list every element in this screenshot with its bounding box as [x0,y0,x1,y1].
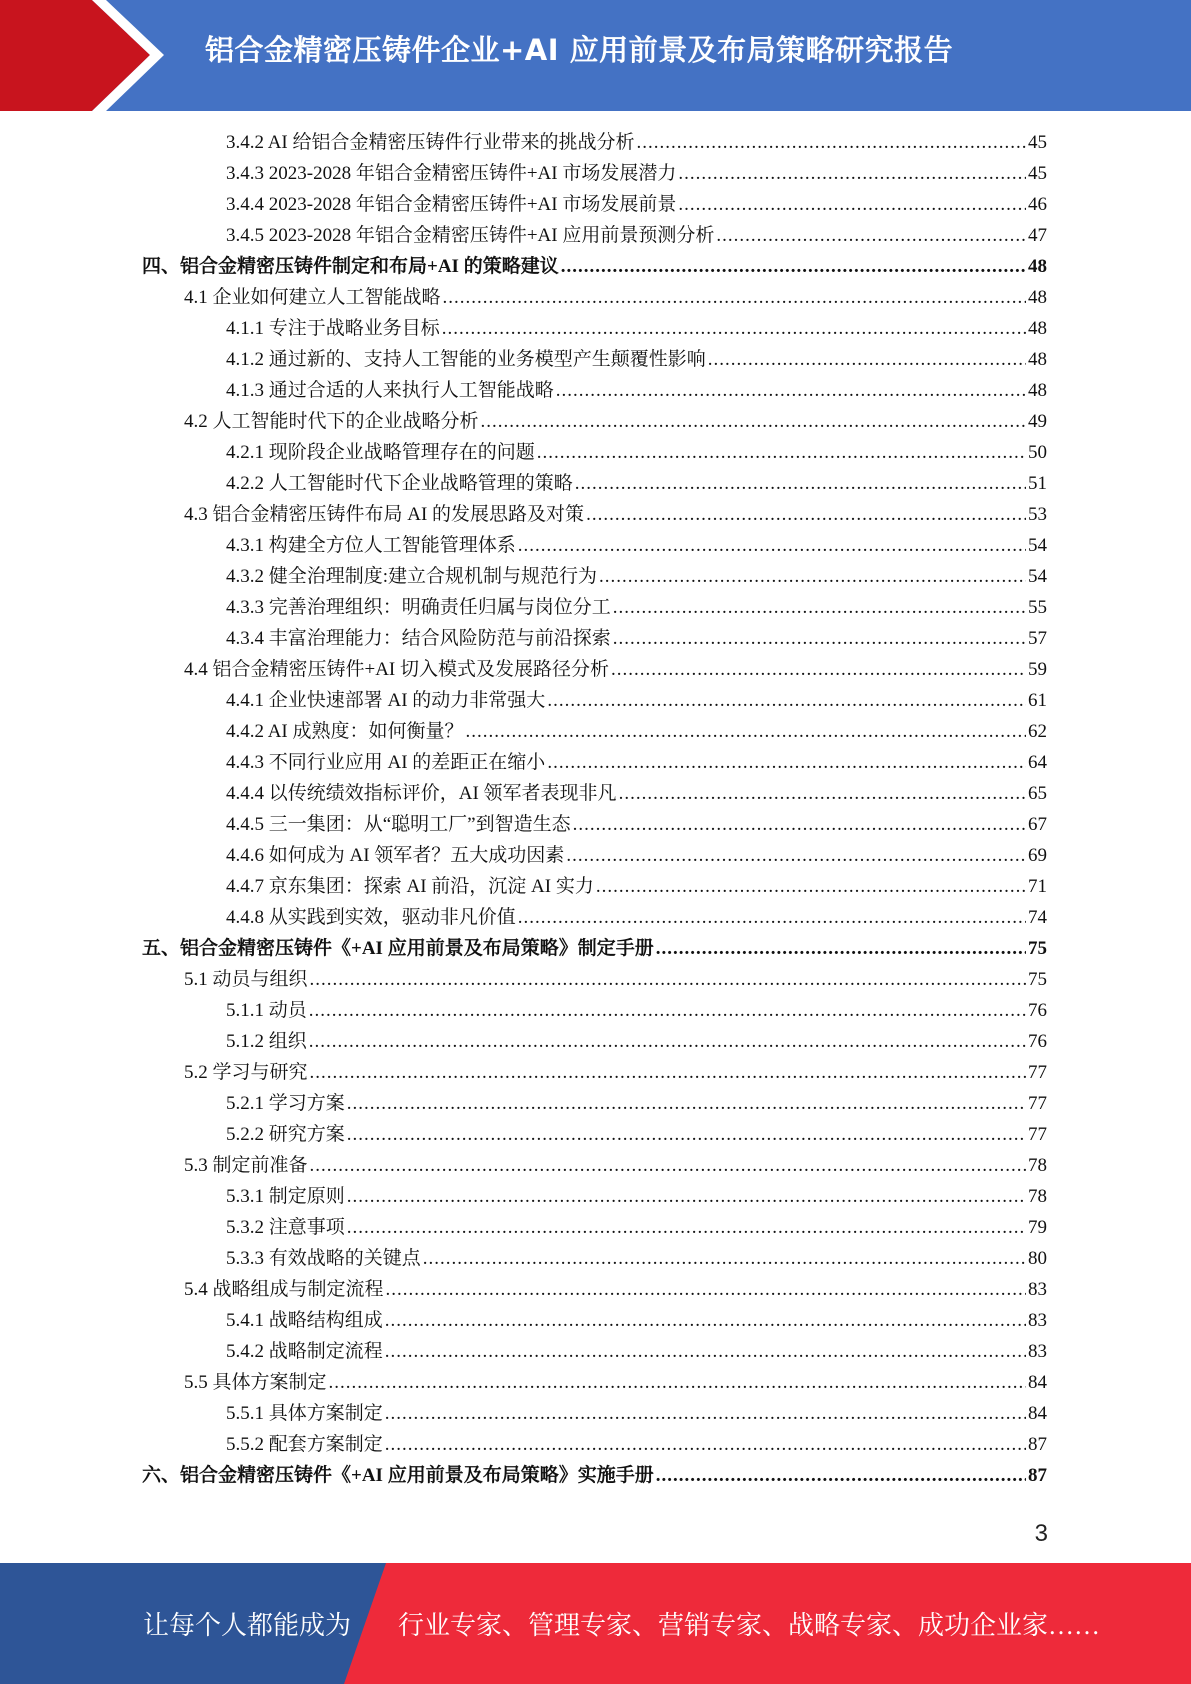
toc-entry-page: 54 [1028,566,1047,587]
toc-entry-page: 78 [1028,1155,1047,1176]
toc-dot-leader [518,530,1026,561]
toc-entry-title: 5.5 具体方案制定 [184,1372,327,1393]
toc-entry[interactable] [226,623,1047,654]
toc-entry-title: 六、铝合金精密压铸件《+AI 应用前景及布局策略》实施手册 [142,1465,654,1486]
toc-entry-page: 53 [1028,504,1047,525]
toc-entry-title: 5.4 战略组成与制定流程 [184,1279,384,1300]
toc-entry[interactable] [184,1367,1047,1398]
footer-slogan-right: 行业专家、管理专家、营销专家、战略专家、成功企业家…… [398,1611,1101,1640]
toc-entry-page: 76 [1028,1031,1047,1052]
toc-entry-title: 4.2 人工智能时代下的企业战略分析 [184,411,479,432]
toc-entry-title: 3.4.4 2023-2028 年铝合金精密压铸件+AI 市场发展前景 [226,194,677,215]
toc-dot-leader [442,313,1026,344]
toc-entry-title: 5.3.3 有效战略的关键点 [226,1248,421,1269]
toc-entry-title: 四、铝合金精密压铸件制定和布局+AI 的策略建议 [142,256,559,277]
toc-dot-leader [310,964,1026,995]
toc-dot-leader [678,158,1026,189]
toc-dot-leader [347,1088,1026,1119]
toc-entry-title: 4.3.2 健全治理制度:建立合规机制与规范行为 [226,566,598,587]
toc-entry-page: 47 [1028,225,1047,246]
toc-entry-title: 4.1.2 通过新的、支持人工智能的业务模型产生颠覆性影响 [226,349,706,370]
toc-dot-leader [310,1150,1026,1181]
toc-dot-leader [613,592,1026,623]
toc-entry-title: 4.4.5 三一集团：从“聪明工厂”到智造生态 [226,814,571,835]
toc-dot-leader [586,499,1026,530]
footer-slogan-left: 让每个人都能成为 [143,1611,352,1640]
toc-entry-title: 4.4.8 从实践到实效，驱动非凡价值 [226,907,516,928]
toc-entry-page: 77 [1028,1124,1047,1145]
toc-entry[interactable] [226,809,1047,840]
toc-entry-title: 4.4.4 以传统绩效指标评价，AI 领军者表现非凡 [226,783,617,804]
toc-entry[interactable] [226,468,1047,499]
toc-entry-page: 69 [1028,845,1047,866]
toc-dot-leader [347,1119,1026,1150]
toc-entry-page: 84 [1028,1372,1047,1393]
toc-entry[interactable] [226,1119,1047,1150]
toc-entry-page: 48 [1028,256,1047,277]
toc-entry-page: 48 [1028,318,1047,339]
toc-entry-page: 51 [1028,473,1047,494]
toc-entry[interactable] [226,1243,1047,1274]
toc-entry-page: 62 [1028,721,1047,742]
page-number: 3 [1034,1520,1048,1547]
toc-entry-title: 4.4.6 如何成为 AI 领军者？五大成功因素 [226,845,565,866]
toc-entry-title: 5.2.1 学习方案 [226,1093,345,1114]
toc-entry[interactable] [226,1429,1047,1460]
toc-entry[interactable] [184,1057,1047,1088]
toc-dot-leader [537,437,1026,468]
toc-entry-title: 5.3.2 注意事项 [226,1217,345,1238]
toc-entry[interactable] [142,251,1047,282]
toc-dot-leader [619,778,1026,809]
toc-dot-leader [708,344,1026,375]
toc-entry-page: 78 [1028,1186,1047,1207]
toc-dot-leader [518,902,1026,933]
toc-dot-leader [347,1212,1026,1243]
toc-entry-page: 50 [1028,442,1047,463]
toc-entry[interactable] [226,685,1047,716]
toc-dot-leader [566,840,1026,871]
toc-entry-title: 5.4.1 战略结构组成 [226,1310,383,1331]
toc-dot-leader [716,220,1026,251]
toc-dot-leader [613,623,1026,654]
toc-entry-title: 4.1.3 通过合适的人来执行人工智能战略 [226,380,554,401]
toc-dot-leader [386,1274,1026,1305]
toc-entry[interactable] [226,530,1047,561]
toc-entry-title: 5.2 学习与研究 [184,1062,308,1083]
toc-entry[interactable] [226,1336,1047,1367]
toc-entry-page: 57 [1028,628,1047,649]
toc-entry-title: 4.3.4 丰富治理能力：结合风险防范与前沿探索 [226,628,611,649]
toc-entry[interactable] [184,499,1047,530]
toc-entry[interactable] [184,1150,1047,1181]
toc-entry[interactable] [184,654,1047,685]
toc-entry-title: 5.4.2 战略制定流程 [226,1341,383,1362]
toc-entry[interactable] [226,127,1047,158]
toc-entry-page: 87 [1028,1465,1047,1486]
toc-entry[interactable] [226,344,1047,375]
toc-entry-title: 4.4.1 企业快速部署 AI 的动力非常强大 [226,690,546,711]
toc-entry[interactable] [226,1181,1047,1212]
toc-entry[interactable] [226,1398,1047,1429]
toc-entry[interactable] [226,902,1047,933]
toc-entry-page: 75 [1028,938,1047,959]
toc-entry-page: 55 [1028,597,1047,618]
toc-entry-title: 3.4.5 2023-2028 年铝合金精密压铸件+AI 应用前景预测分析 [226,225,715,246]
toc-entry-page: 48 [1028,380,1047,401]
toc-entry[interactable] [226,778,1047,809]
toc-dot-leader [599,561,1026,592]
toc-entry-page: 61 [1028,690,1047,711]
toc-dot-leader [309,1026,1026,1057]
toc-entry-title: 4.1.1 专注于战略业务目标 [226,318,440,339]
toc-entry-title: 4.3 铝合金精密压铸件布局 AI 的发展思路及对策 [184,504,585,525]
toc-entry[interactable] [226,189,1047,220]
toc-entry-title: 5.3 制定前准备 [184,1155,308,1176]
toc-dot-leader [547,747,1026,778]
toc-entry-page: 46 [1028,194,1047,215]
toc-entry-title: 3.4.3 2023-2028 年铝合金精密压铸件+AI 市场发展潜力 [226,163,677,184]
toc-dot-leader [466,716,1026,747]
toc-entry-title: 5.1.2 组织 [226,1031,307,1052]
toc-dot-leader [637,127,1026,158]
toc-dot-leader [656,1460,1026,1491]
toc-entry-title: 5.5.1 具体方案制定 [226,1403,383,1424]
toc-entry-title: 4.4.2 AI 成熟度：如何衡量？ [226,721,464,742]
toc-dot-leader [656,933,1026,964]
toc-dot-leader [385,1305,1026,1336]
toc-entry-title: 4.4 铝合金精密压铸件+AI 切入模式及发展路径分析 [184,659,610,680]
toc-entry[interactable] [184,1274,1047,1305]
toc-entry-page: 77 [1028,1093,1047,1114]
toc-entry-page: 76 [1028,1000,1047,1021]
toc-dot-leader [678,189,1026,220]
toc-dot-leader [556,375,1026,406]
toc-dot-leader [385,1336,1026,1367]
toc-entry-page: 67 [1028,814,1047,835]
toc-entry[interactable] [226,1212,1047,1243]
toc-entry-page: 48 [1028,349,1047,370]
toc-entry-page: 74 [1028,907,1047,928]
toc-entry-page: 83 [1028,1310,1047,1331]
toc-entry-title: 4.2.2 人工智能时代下企业战略管理的策略 [226,473,573,494]
toc-dot-leader [347,1181,1026,1212]
toc-dot-leader [596,871,1026,902]
toc-dot-leader [329,1367,1026,1398]
toc-entry[interactable] [184,406,1047,437]
toc-entry[interactable] [226,1026,1047,1057]
toc-entry[interactable] [226,716,1047,747]
toc-entry-page: 54 [1028,535,1047,556]
toc-entry[interactable] [142,933,1047,964]
toc-entry-title: 4.4.3 不同行业应用 AI 的差距正在缩小 [226,752,546,773]
page-footer [0,1563,1191,1684]
page-header [0,0,1191,111]
toc-entry[interactable] [184,964,1047,995]
toc-entry-page: 80 [1028,1248,1047,1269]
toc-dot-leader [309,995,1026,1026]
toc-entry-page: 71 [1028,876,1047,897]
toc-entry[interactable] [226,747,1047,778]
toc-dot-leader [481,406,1026,437]
toc-entry[interactable] [226,158,1047,189]
toc-entry-page: 59 [1028,659,1047,680]
toc-entry-page: 83 [1028,1341,1047,1362]
toc-entry-page: 83 [1028,1279,1047,1300]
toc-dot-leader [573,809,1026,840]
toc-dot-leader [547,685,1026,716]
report-title: 铝合金精密压铸件企业+AI 应用前景及布局策略研究报告 [205,33,954,67]
toc-entry-title: 4.2.1 现阶段企业战略管理存在的问题 [226,442,535,463]
toc-entry-title: 3.4.2 AI 给铝合金精密压铸件行业带来的挑战分析 [226,132,635,153]
toc-entry-page: 79 [1028,1217,1047,1238]
toc-entry[interactable] [226,375,1047,406]
toc-entry-page: 65 [1028,783,1047,804]
toc-entry[interactable] [226,313,1047,344]
toc-entry-title: 4.3.3 完善治理组织：明确责任归属与岗位分工 [226,597,611,618]
toc-entry[interactable] [226,561,1047,592]
toc-entry-title: 4.3.1 构建全方位人工智能管理体系 [226,535,516,556]
toc-entry-page: 48 [1028,287,1047,308]
toc-dot-leader [310,1057,1026,1088]
toc-entry[interactable] [226,1305,1047,1336]
toc-entry[interactable] [226,840,1047,871]
toc-entry-title: 5.1.1 动员 [226,1000,307,1021]
toc-entry-page: 64 [1028,752,1047,773]
toc-entry-title: 5.2.2 研究方案 [226,1124,345,1145]
toc-dot-leader [575,468,1026,499]
toc-entry-page: 84 [1028,1403,1047,1424]
toc-entry[interactable] [226,995,1047,1026]
toc-entry[interactable] [226,592,1047,623]
toc-entry-title: 4.1 企业如何建立人工智能战略 [184,287,441,308]
toc-entry-title: 5.3.1 制定原则 [226,1186,345,1207]
toc-entry-page: 49 [1028,411,1047,432]
toc-entry-page: 45 [1028,132,1047,153]
toc-entry-page: 75 [1028,969,1047,990]
toc-dot-leader [423,1243,1026,1274]
toc-entry[interactable] [184,282,1047,313]
toc-entry-page: 77 [1028,1062,1047,1083]
toc-entry-title: 4.4.7 京东集团：探索 AI 前沿，沉淀 AI 实力 [226,876,594,897]
toc-entry-page: 45 [1028,163,1047,184]
toc-entry-title: 5.5.2 配套方案制定 [226,1434,383,1455]
toc-dot-leader [443,282,1026,313]
header-red-arrow [0,0,150,111]
toc-entry[interactable] [142,1460,1047,1491]
toc-entry-page: 87 [1028,1434,1047,1455]
toc-entry-title: 五、铝合金精密压铸件《+AI 应用前景及布局策略》制定手册 [142,938,654,959]
toc-dot-leader [385,1429,1026,1460]
toc-entry[interactable] [226,220,1047,251]
toc-entry-title: 5.1 动员与组织 [184,969,308,990]
toc-dot-leader [611,654,1026,685]
toc-dot-leader [561,251,1026,282]
toc-entry[interactable] [226,871,1047,902]
toc-entry[interactable] [226,437,1047,468]
toc-entry[interactable] [226,1088,1047,1119]
toc-dot-leader [385,1398,1026,1429]
